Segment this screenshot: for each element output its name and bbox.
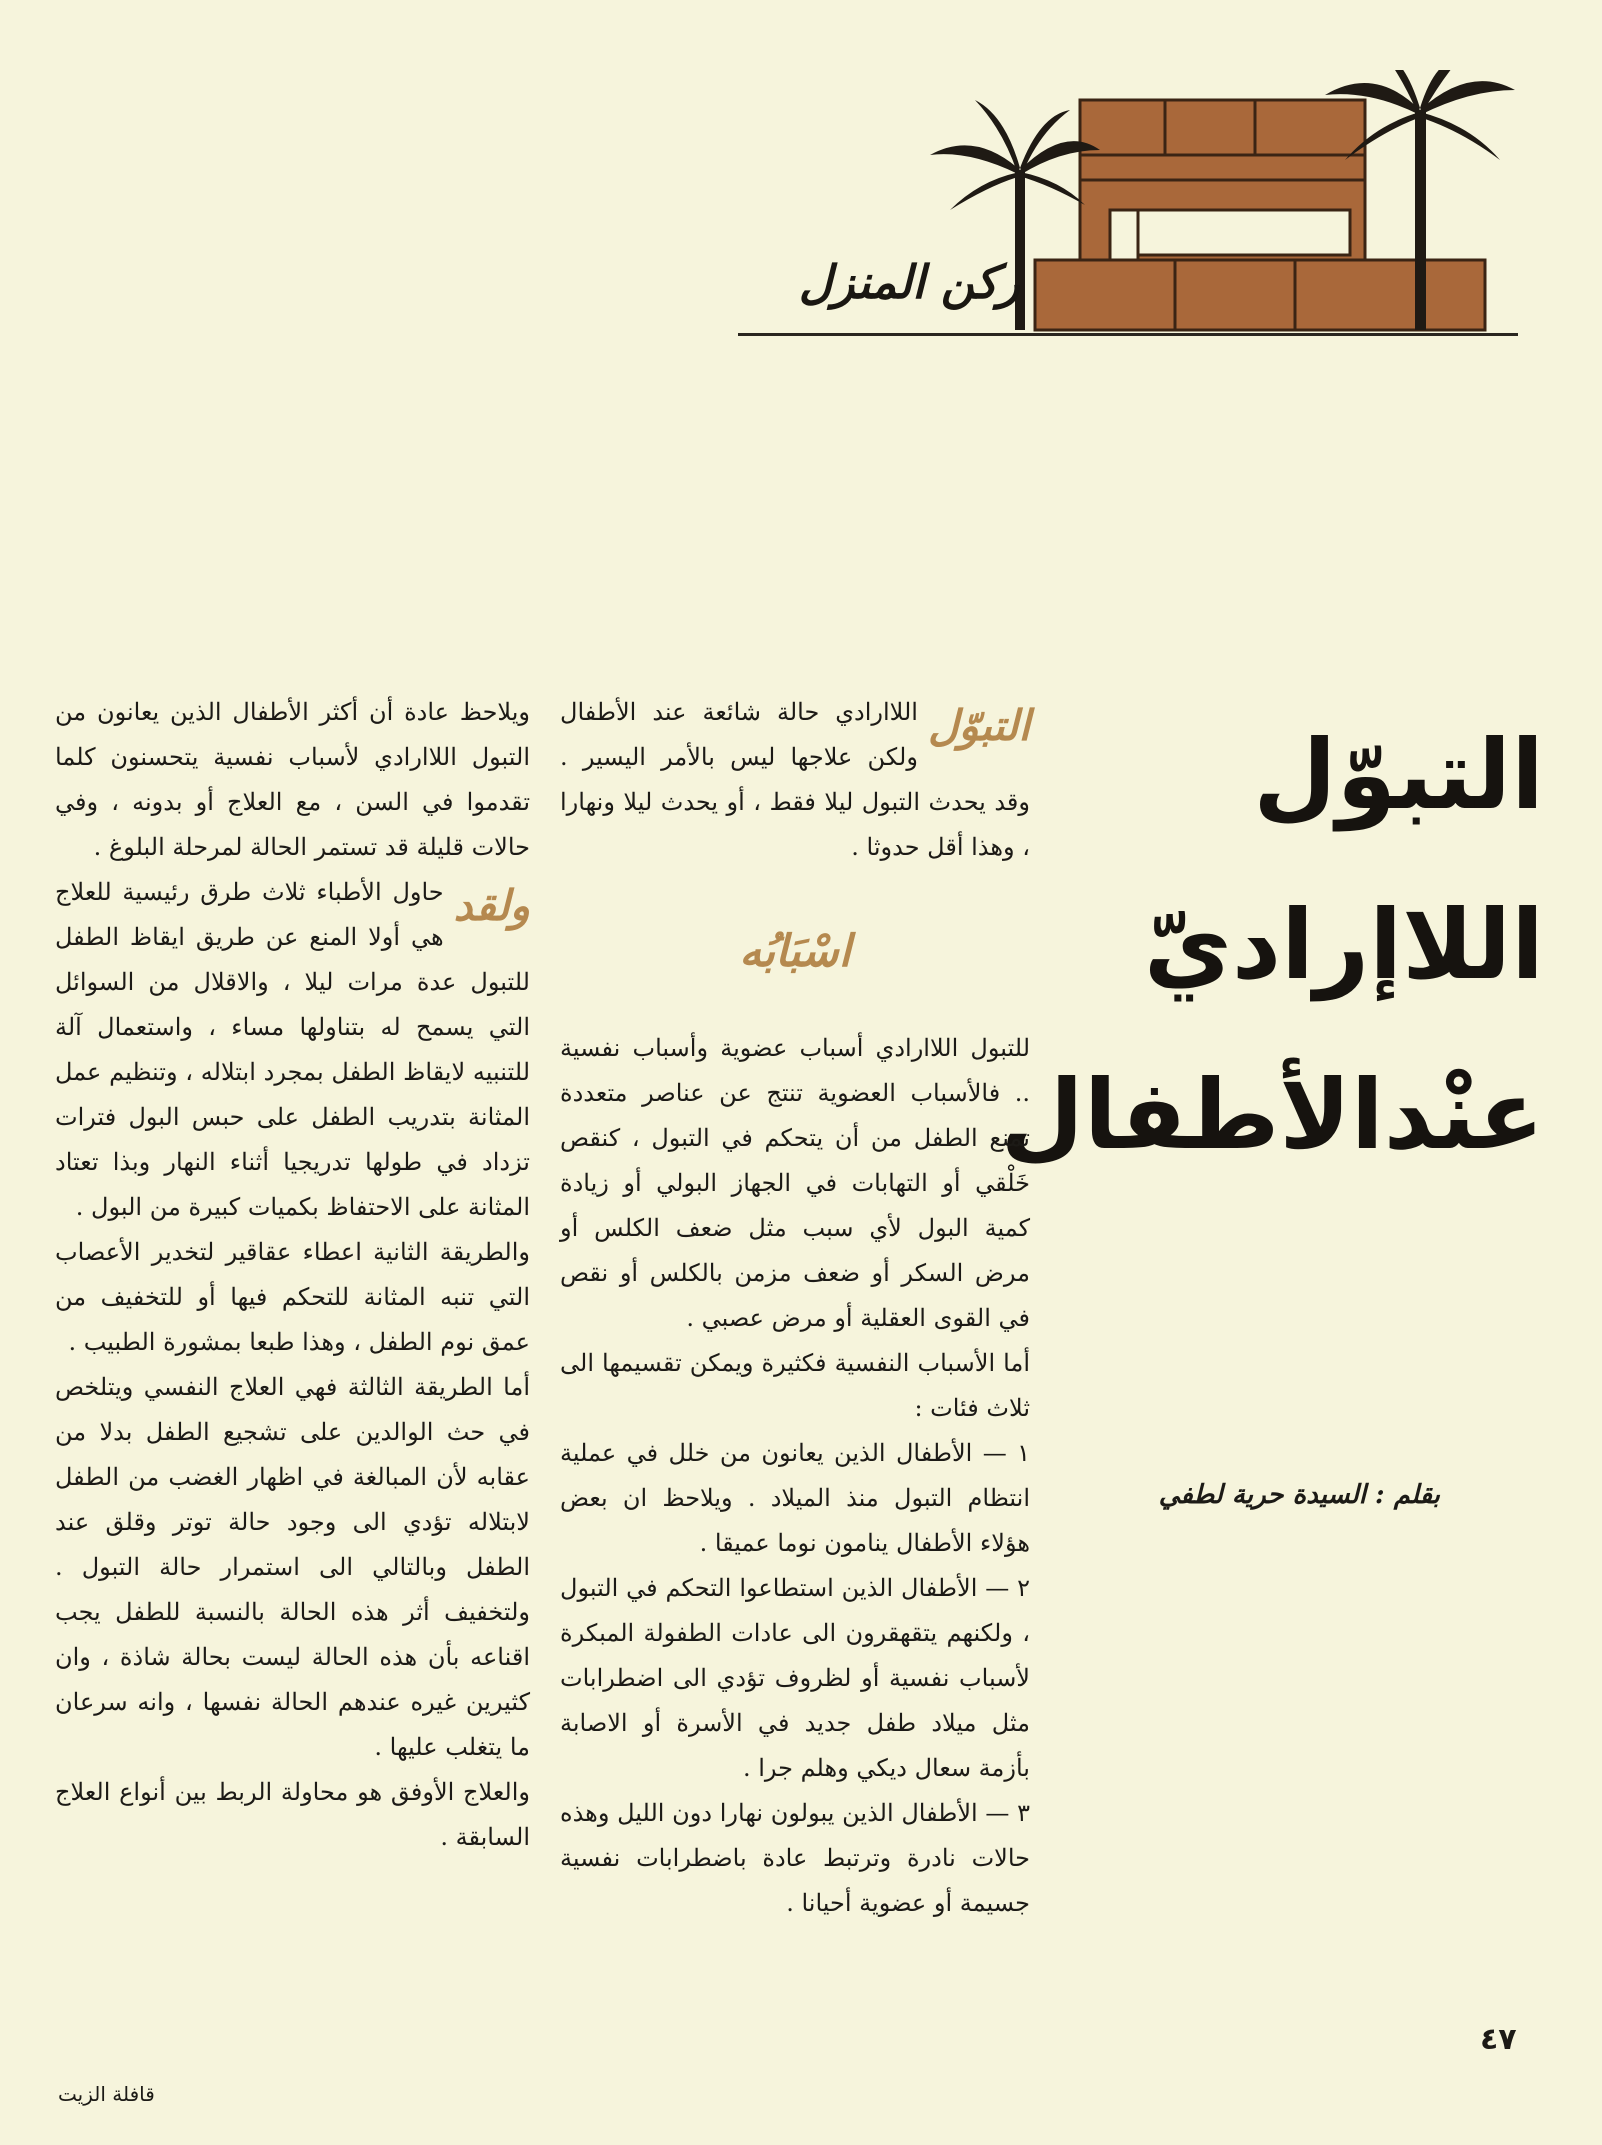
house-palm-illustration [735,70,1555,360]
left-paragraph-4: أما الطريقة الثالثة فهي العلاج النفسي ويتلخص في حث الوالدين على تشجيع الطفل بدلا من عقابه لأن المبالغة في اظهار الغضب من الطفل لابتلاله تؤدي الى وجود حالة توتر وقلق عند الطفل وبالتالي الى استمرار حالة التبول . ولتخفيف أثر هذه الحالة بالنسبة للطفل يجب اقناعه بأن هذه الحالة ليست بحالة شاذة ، وان كثيرين غيره عندهم الحالة نفسها ، وانه سرعان ما يتغلب عليها . [55,1373,530,1761]
author-byline: بقلم : السيدة حرية لطفي [1158,1480,1440,1510]
left-paragraph-5: والعلاج الأوفق هو محاولة الربط بين أنواع العلاج السابقة . [55,1778,530,1851]
causes-paragraph-2: أما الأسباب النفسية فكثيرة ويمكن تقسيمها الى ثلاث فئات : [560,1349,1030,1422]
causes-heading: اسْبَابُه [739,926,851,977]
treatment-text: حاول الأطباء ثلاث طرق رئيسية للعلاج هي أولا المنع عن طريق ايقاظ الطفل للتبول عدة مرات ليلا ، والاقلال من السوائل التي يسمح له بتناولها مساء ، واستعمال آلة للتنبيه لايقاظ الطفل بمجرد ابتلاله ، وتنظيم عمل المثانة بتدريب الطفل على حبس البول فترات تزداد في طولها تدريجيا أثناء النهار وبذا تعتاد المثانة على الاحتفاظ بكميات كبيرة من البول . [55,878,530,1221]
title-line-1: التبوّل [1253,719,1544,831]
causes-paragraph-1: للتبول اللاارادي أسباب عضوية وأسباب نفسية .. فالأسباب العضوية تنتج عن عناصر متعددة تمنع الطفل من أن يتحكم في التبول ، كنقص خَلْقي أو التهابات في الجهاز البولي أو زيادة كمية البول لأي سبب مثل ضعف الكلس أو مرض السكر أو ضعف مزمن بالكلس أو نقص في القوى العقلية أو مرض عصبي . [560,1034,1030,1332]
left-paragraph-1: ويلاحظ عادة أن أكثر الأطفال الذين يعانون من التبول اللاارادي لأسباب نفسية يتحسنون كلما تقدموا في السن ، مع العلاج أو بدونه ، وفي حالات قليلة قد تستمر الحالة لمرحلة البلوغ . [55,698,530,861]
page-number: ٤٧ [1480,2022,1517,2057]
title-line-3: عنْدالأطفال [1000,1059,1544,1171]
section-title: ركن المنزل [798,255,1020,309]
header-divider [738,333,1518,336]
intro-paragraph [560,690,1030,870]
cause-item-3: ٣ — الأطفال الذين يبولون نهارا دون الليل وهذه حالات نادرة وترتبط عادة باضطرابات نفسية جسيمة أو عضوية أحيانا . [560,1799,1030,1917]
cause-item-2: ٢ — الأطفال الذين استطاعوا التحكم في التبول ، ولكنهم يتقهقرون الى عادات الطفولة المبكرة لأسباب نفسية أو لظروف تؤدي الى اضطرابات مثل ميلاد طفل جديد في الأسرة أو الاصابة بأزمة سعال ديكي وهلم جرا . [560,1574,1030,1782]
treatment-dropword: ولقد [453,881,530,930]
intro-dropword: التبوّل [927,701,1030,750]
cause-item-1: ١ — الأطفال الذين يعانون من خلل في عملية انتظام التبول منذ الميلاد . ويلاحظ ان بعض هؤلاء الأطفال ينامون نوما عميقا . [560,1439,1030,1557]
intro-text: اللاارادي حالة شائعة عند الأطفال ولكن علاجها ليس بالأمر اليسير . وقد يحدث التبول ليلا فقط ، أو يحدث ليلا ونهارا ، وهذا أقل حدوثا . [560,698,1030,861]
article-column-left [55,690,530,1860]
treatment-paragraph [55,870,530,1230]
magazine-name: قافلة الزيت [58,2082,155,2106]
article-title [1000,690,1544,1200]
article-column-middle [560,690,1030,1926]
title-line-2: اللاإراديّ [1143,889,1544,1001]
left-paragraph-3: والطريقة الثانية اعطاء عقاقير لتخدير الأعصاب التي تنبه المثانة للتحكم فيها أو للتخفيف من عمق نوم الطفل ، وهذا طبعا بمشورة الطبيب . [55,1238,530,1356]
